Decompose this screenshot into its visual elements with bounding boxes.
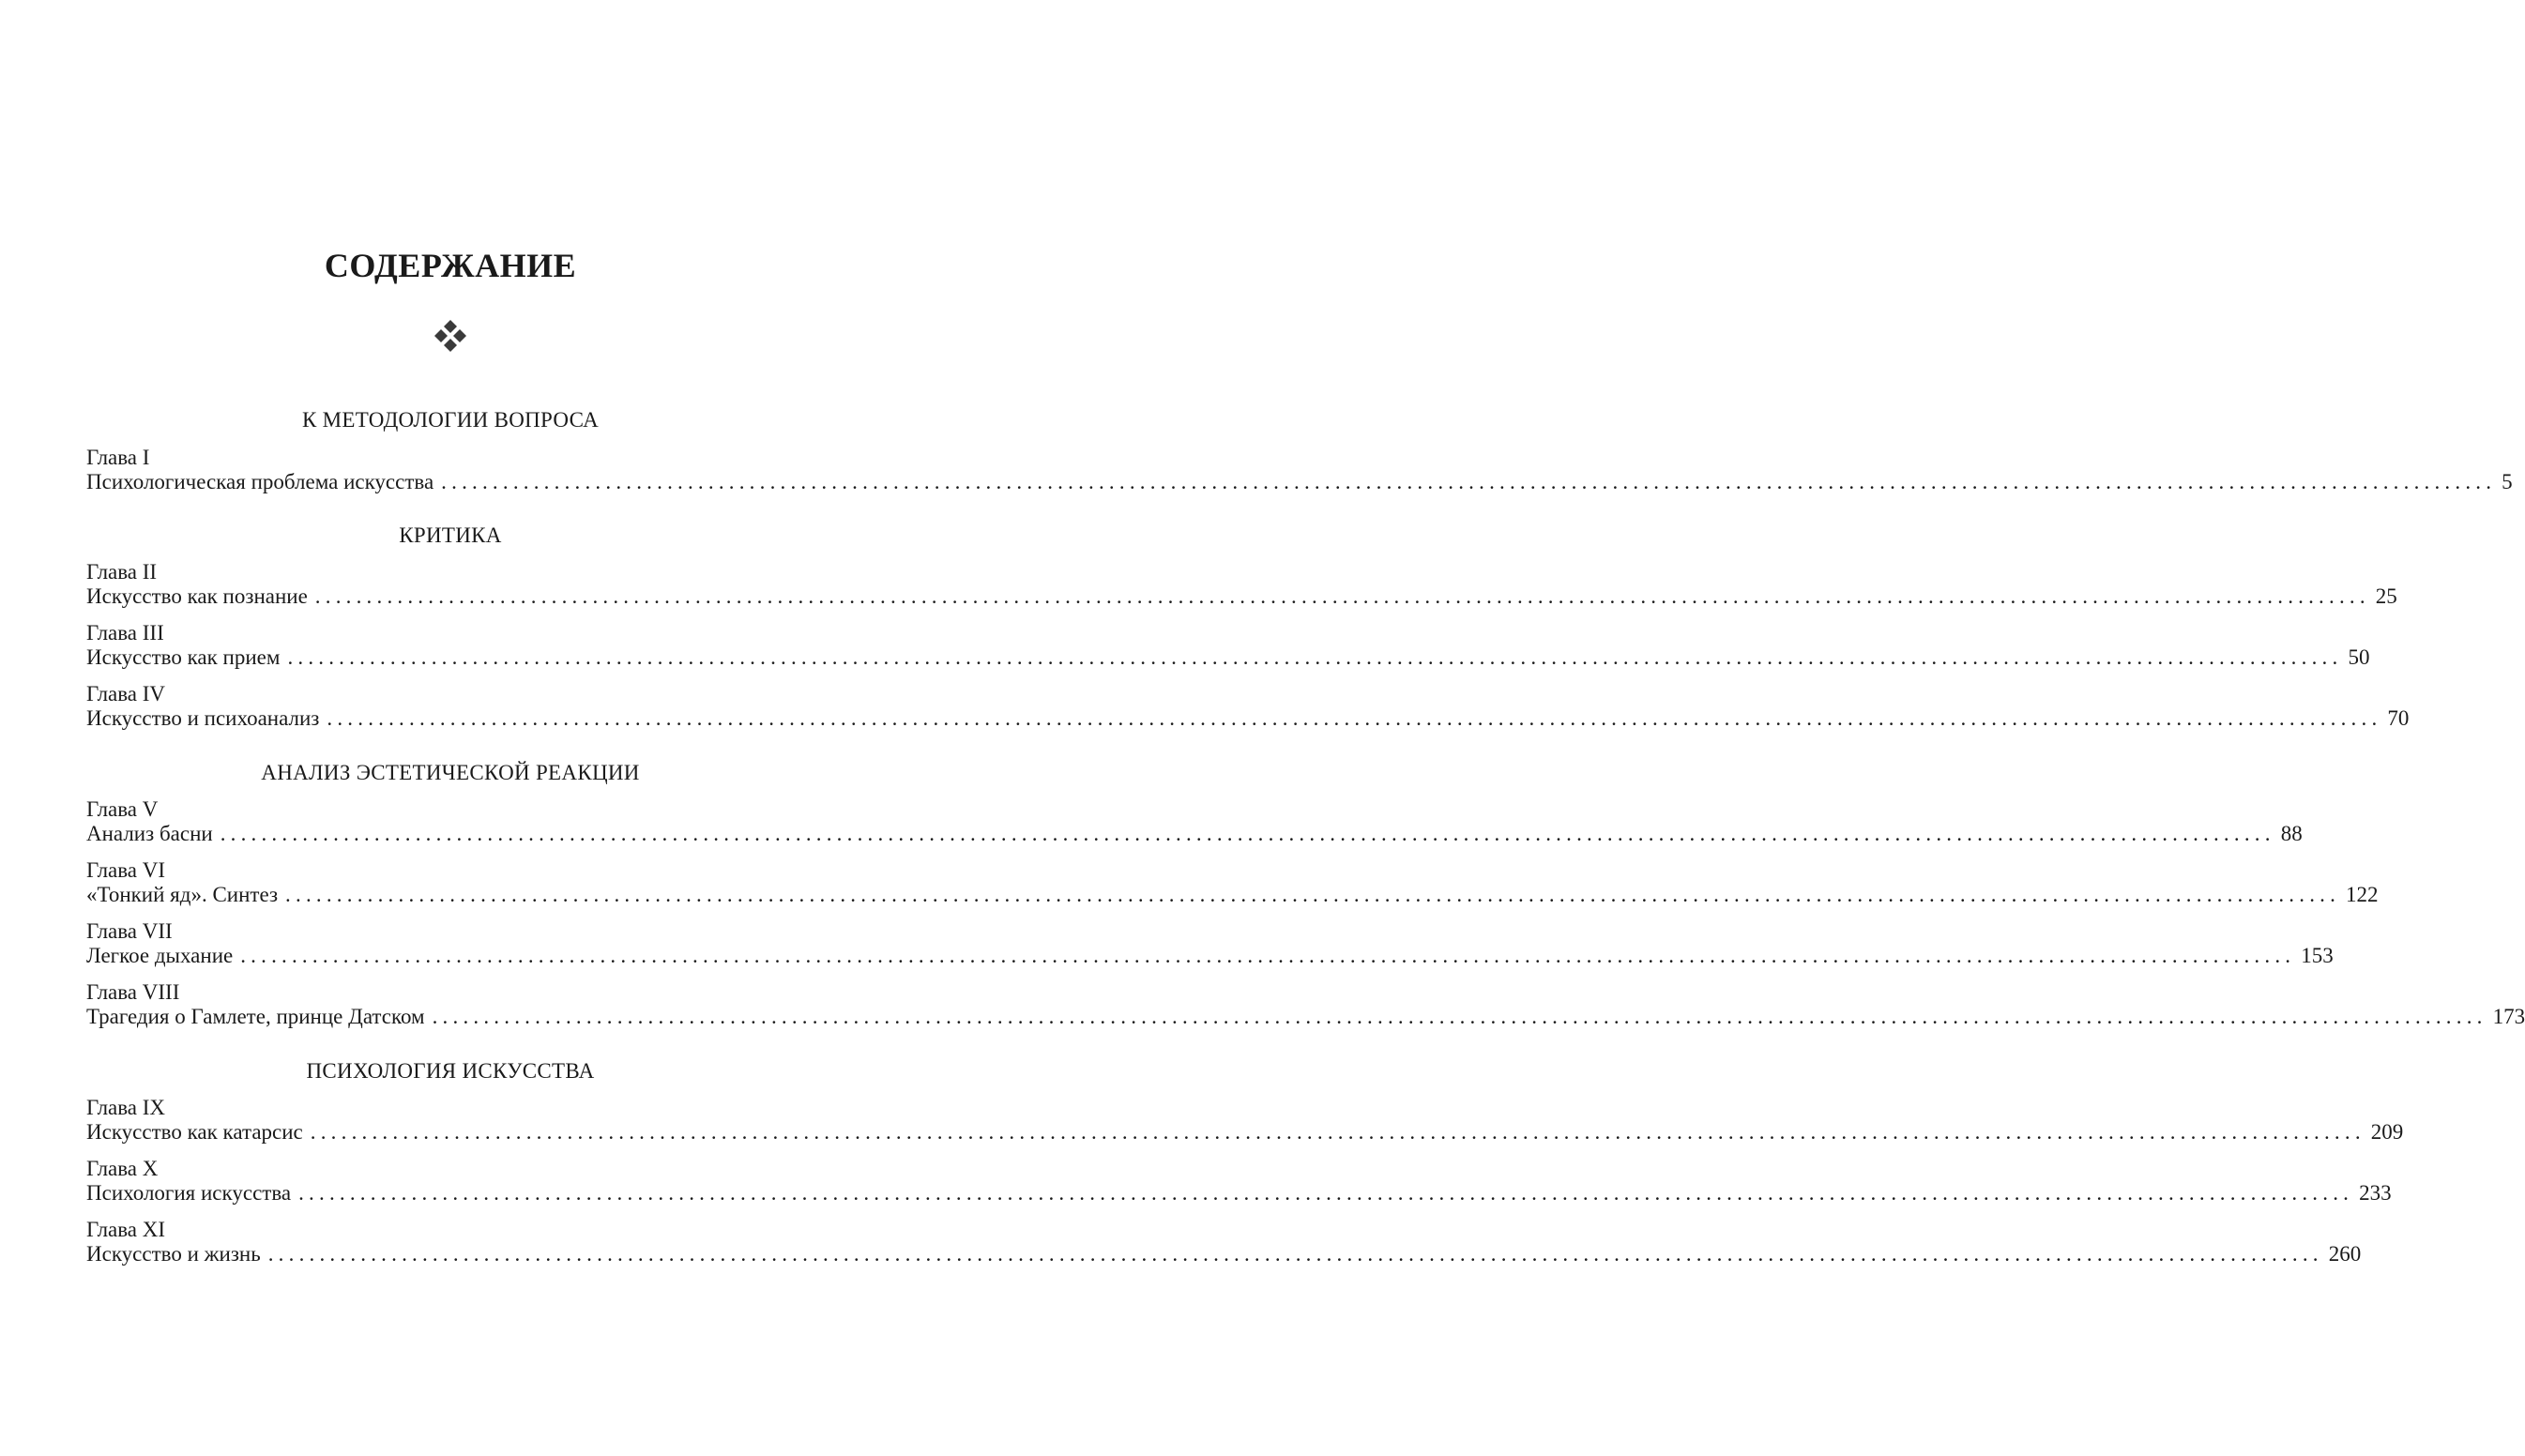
chapter-label: Глава VI [86,858,166,882]
page-number: 233 [2359,1181,2392,1205]
toc-entry[interactable] [86,706,2410,735]
page-number: 122 [2346,883,2379,906]
chapter-title: Искусство и жизнь [86,1242,261,1266]
toc-entry[interactable] [86,1242,2362,1270]
dot-leader: ........................................................................................................................................................................................................ [310,1120,2365,1144]
page-number: 260 [2328,1242,2362,1266]
toc-entry[interactable] [86,470,2513,498]
page-number: 88 [2280,822,2303,845]
dot-leader: ........................................................................................................................................................................................................ [240,944,2296,967]
part-heading: КРИТИКА [399,523,502,547]
part-heading: К МЕТОДОЛОГИИ ВОПРОСА [301,408,600,432]
chapter-title: «Тонкий яд». Синтез [86,883,279,906]
chapter-label: Глава I [86,446,150,469]
toc-entry[interactable] [86,822,2303,850]
chapter-title: Искусство и психоанализ [86,706,320,730]
chapter-label: Глава XI [86,1218,166,1241]
dot-leader: ........................................................................................................................................................................................................ [314,584,2370,608]
chapter-title: Психология искусства [86,1181,292,1205]
chapter-label: Глава VII [86,919,173,943]
part-heading: ПСИХОЛОГИЯ ИСКУССТВА [306,1059,595,1083]
dot-leader: ........................................................................................................................................................................................................ [441,470,2497,493]
chapter-title: Легкое дыхание [86,944,234,967]
dot-leader: ........................................................................................................................................................................................................ [285,883,2341,906]
chapter-title: Анализ басни [86,822,213,845]
four-diamond-ornament-icon [432,317,469,355]
chapter-label: Глава III [86,621,164,645]
toc-entry[interactable] [86,1120,2404,1148]
page-number: 173 [2492,1005,2525,1028]
page-number: 70 [2387,706,2410,730]
toc-entry[interactable] [86,584,2397,613]
chapter-label: Глава V [86,797,159,821]
dot-leader: ........................................................................................................................................................................................................ [432,1005,2487,1028]
dot-leader: ........................................................................................................................................................................................................ [267,1242,2323,1266]
dot-leader: ........................................................................................................................................................................................................ [287,645,2343,669]
dot-leader: ........................................................................................................................................................................................................ [327,706,2382,730]
chapter-label: Глава VIII [86,980,180,1004]
page-number: 209 [2370,1120,2404,1144]
toc-entry[interactable] [86,645,2370,674]
toc-entry[interactable] [86,1005,2525,1033]
toc-entry[interactable] [86,883,2379,911]
chapter-title: Искусство как прием [86,645,281,669]
toc-entry[interactable] [86,944,2334,972]
chapter-title: Психологическая проблема искусства [86,470,434,493]
page-number: 153 [2301,944,2334,967]
part-heading: АНАЛИЗ ЭСТЕТИЧЕСКОЙ РЕАКЦИИ [261,761,640,784]
chapter-label: Глава X [86,1157,159,1180]
chapter-title: Трагедия о Гамлете, принце Датском [86,1005,425,1028]
chapter-label: Глава IX [86,1096,166,1119]
page-number: 50 [2348,645,2370,669]
page-number: 25 [2375,584,2397,608]
chapter-label: Глава IV [86,682,166,705]
dot-leader: ........................................................................................................................................................................................................ [298,1181,2354,1205]
chapter-title: Искусство как катарсис [86,1120,303,1144]
dot-leader: ........................................................................................................................................................................................................ [220,822,2275,845]
chapter-label: Глава II [86,560,158,584]
page-title: СОДЕРЖАНИЕ [324,247,577,284]
chapter-title: Искусство как познание [86,584,308,608]
page-number: 5 [2502,470,2513,493]
toc-entry[interactable] [86,1181,2392,1209]
